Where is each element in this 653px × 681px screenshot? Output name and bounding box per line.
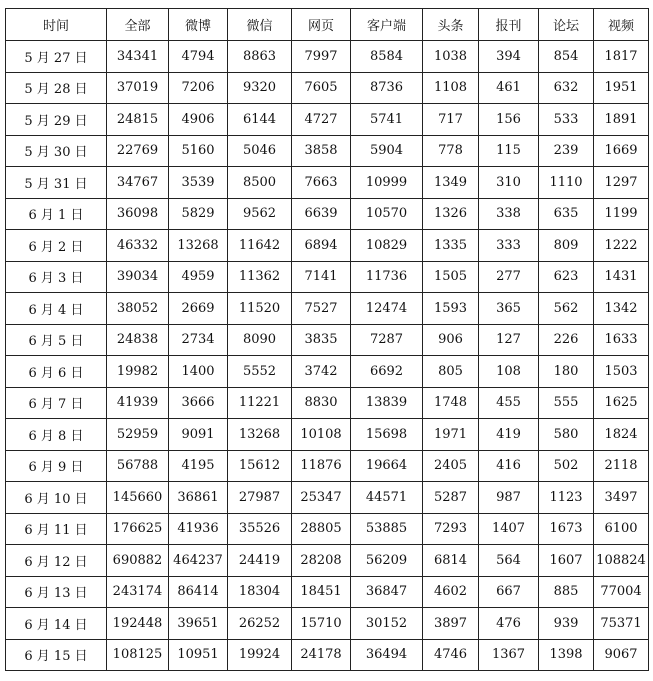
cell-date: 5 月 28 日 [6, 72, 107, 104]
cell-newspaper: 310 [479, 167, 539, 199]
cell-client: 56209 [351, 545, 423, 577]
cell-web: 24178 [292, 639, 351, 671]
cell-forum: 854 [539, 41, 594, 73]
cell-client: 5741 [351, 104, 423, 136]
cell-newspaper: 1407 [479, 513, 539, 545]
cell-newspaper: 987 [479, 482, 539, 514]
cell-wechat: 24419 [228, 545, 292, 577]
cell-newspaper: 365 [479, 293, 539, 325]
cell-toutiao: 1038 [423, 41, 479, 73]
cell-client: 7287 [351, 324, 423, 356]
cell-toutiao: 1108 [423, 72, 479, 104]
table-row [6, 545, 649, 577]
cell-newspaper: 564 [479, 545, 539, 577]
cell-client: 15698 [351, 419, 423, 451]
cell-all: 19982 [107, 356, 169, 388]
table-row [6, 608, 649, 640]
table-row [6, 135, 649, 167]
cell-all: 176625 [107, 513, 169, 545]
cell-newspaper: 419 [479, 419, 539, 451]
cell-wechat: 9320 [228, 72, 292, 104]
cell-toutiao: 906 [423, 324, 479, 356]
cell-weibo: 4794 [169, 41, 228, 73]
cell-weibo: 3539 [169, 167, 228, 199]
cell-all: 39034 [107, 261, 169, 293]
cell-all: 41939 [107, 387, 169, 419]
cell-web: 3742 [292, 356, 351, 388]
cell-video: 3497 [594, 482, 649, 514]
cell-toutiao: 1505 [423, 261, 479, 293]
cell-weibo: 3666 [169, 387, 228, 419]
cell-forum: 939 [539, 608, 594, 640]
cell-wechat: 8090 [228, 324, 292, 356]
cell-client: 19664 [351, 450, 423, 482]
cell-client: 36494 [351, 639, 423, 671]
cell-toutiao: 4602 [423, 576, 479, 608]
cell-web: 6894 [292, 230, 351, 262]
cell-web: 8830 [292, 387, 351, 419]
header-cell-wechat: 微信 [228, 9, 292, 41]
cell-wechat: 35526 [228, 513, 292, 545]
cell-date: 6 月 10 日 [6, 482, 107, 514]
cell-video: 1817 [594, 41, 649, 73]
cell-toutiao: 3897 [423, 608, 479, 640]
table-row [6, 198, 649, 230]
cell-forum: 1673 [539, 513, 594, 545]
cell-newspaper: 156 [479, 104, 539, 136]
cell-wechat: 11642 [228, 230, 292, 262]
cell-video: 1669 [594, 135, 649, 167]
cell-date: 6 月 13 日 [6, 576, 107, 608]
cell-forum: 635 [539, 198, 594, 230]
cell-web: 11876 [292, 450, 351, 482]
table-row [6, 356, 649, 388]
cell-all: 24815 [107, 104, 169, 136]
cell-wechat: 8863 [228, 41, 292, 73]
cell-toutiao: 1349 [423, 167, 479, 199]
cell-web: 3858 [292, 135, 351, 167]
cell-toutiao: 1326 [423, 198, 479, 230]
cell-all: 192448 [107, 608, 169, 640]
table-row [6, 387, 649, 419]
cell-newspaper: 333 [479, 230, 539, 262]
table-row [6, 230, 649, 262]
cell-all: 46332 [107, 230, 169, 262]
cell-toutiao: 4746 [423, 639, 479, 671]
cell-forum: 180 [539, 356, 594, 388]
cell-weibo: 464237 [169, 545, 228, 577]
cell-video: 6100 [594, 513, 649, 545]
table-row [6, 639, 649, 671]
header-cell-forum: 论坛 [539, 9, 594, 41]
cell-client: 10829 [351, 230, 423, 262]
cell-weibo: 4906 [169, 104, 228, 136]
cell-weibo: 13268 [169, 230, 228, 262]
cell-video: 1633 [594, 324, 649, 356]
table-row [6, 513, 649, 545]
cell-toutiao: 805 [423, 356, 479, 388]
cell-web: 6639 [292, 198, 351, 230]
table-row [6, 576, 649, 608]
cell-web: 7141 [292, 261, 351, 293]
cell-date: 6 月 14 日 [6, 608, 107, 640]
cell-client: 44571 [351, 482, 423, 514]
cell-newspaper: 115 [479, 135, 539, 167]
cell-wechat: 11221 [228, 387, 292, 419]
cell-date: 6 月 6 日 [6, 356, 107, 388]
cell-client: 8584 [351, 41, 423, 73]
cell-video: 77004 [594, 576, 649, 608]
cell-weibo: 2669 [169, 293, 228, 325]
cell-date: 6 月 11 日 [6, 513, 107, 545]
cell-toutiao: 717 [423, 104, 479, 136]
cell-date: 6 月 3 日 [6, 261, 107, 293]
cell-all: 34341 [107, 41, 169, 73]
cell-weibo: 36861 [169, 482, 228, 514]
cell-weibo: 4959 [169, 261, 228, 293]
cell-weibo: 86414 [169, 576, 228, 608]
cell-date: 5 月 31 日 [6, 167, 107, 199]
cell-toutiao: 1593 [423, 293, 479, 325]
cell-date: 5 月 30 日 [6, 135, 107, 167]
cell-wechat: 6144 [228, 104, 292, 136]
cell-video: 1199 [594, 198, 649, 230]
cell-wechat: 13268 [228, 419, 292, 451]
cell-wechat: 5552 [228, 356, 292, 388]
cell-weibo: 5160 [169, 135, 228, 167]
cell-video: 1891 [594, 104, 649, 136]
cell-web: 28805 [292, 513, 351, 545]
cell-newspaper: 416 [479, 450, 539, 482]
cell-all: 243174 [107, 576, 169, 608]
cell-all: 52959 [107, 419, 169, 451]
cell-wechat: 15612 [228, 450, 292, 482]
cell-weibo: 5829 [169, 198, 228, 230]
cell-weibo: 4195 [169, 450, 228, 482]
cell-weibo: 2734 [169, 324, 228, 356]
cell-video: 1431 [594, 261, 649, 293]
cell-toutiao: 2405 [423, 450, 479, 482]
cell-web: 3835 [292, 324, 351, 356]
cell-client: 8736 [351, 72, 423, 104]
table-row [6, 419, 649, 451]
cell-date: 6 月 4 日 [6, 293, 107, 325]
cell-wechat: 11362 [228, 261, 292, 293]
cell-all: 56788 [107, 450, 169, 482]
cell-date: 6 月 12 日 [6, 545, 107, 577]
cell-forum: 623 [539, 261, 594, 293]
cell-all: 34767 [107, 167, 169, 199]
header-cell-web: 网页 [292, 9, 351, 41]
cell-video: 2118 [594, 450, 649, 482]
cell-newspaper: 667 [479, 576, 539, 608]
cell-web: 7605 [292, 72, 351, 104]
cell-newspaper: 476 [479, 608, 539, 640]
cell-date: 5 月 29 日 [6, 104, 107, 136]
cell-all: 24838 [107, 324, 169, 356]
cell-wechat: 5046 [228, 135, 292, 167]
cell-video: 1951 [594, 72, 649, 104]
cell-web: 18451 [292, 576, 351, 608]
cell-video: 1824 [594, 419, 649, 451]
cell-newspaper: 1367 [479, 639, 539, 671]
cell-date: 6 月 2 日 [6, 230, 107, 262]
cell-web: 4727 [292, 104, 351, 136]
cell-wechat: 11520 [228, 293, 292, 325]
cell-web: 7663 [292, 167, 351, 199]
cell-video: 1503 [594, 356, 649, 388]
header-cell-time: 时间 [6, 9, 107, 41]
cell-forum: 562 [539, 293, 594, 325]
cell-wechat: 9562 [228, 198, 292, 230]
table-row [6, 261, 649, 293]
cell-client: 10570 [351, 198, 423, 230]
cell-web: 15710 [292, 608, 351, 640]
cell-forum: 885 [539, 576, 594, 608]
table-body [6, 41, 649, 671]
data-table [5, 8, 649, 671]
cell-newspaper: 455 [479, 387, 539, 419]
cell-all: 145660 [107, 482, 169, 514]
table-row [6, 104, 649, 136]
table-row [6, 450, 649, 482]
cell-forum: 239 [539, 135, 594, 167]
cell-forum: 1398 [539, 639, 594, 671]
cell-client: 30152 [351, 608, 423, 640]
cell-toutiao: 1971 [423, 419, 479, 451]
cell-all: 690882 [107, 545, 169, 577]
header-cell-all: 全部 [107, 9, 169, 41]
cell-forum: 632 [539, 72, 594, 104]
cell-forum: 533 [539, 104, 594, 136]
table-header-row [6, 9, 649, 41]
cell-web: 10108 [292, 419, 351, 451]
cell-weibo: 1400 [169, 356, 228, 388]
cell-client: 10999 [351, 167, 423, 199]
cell-newspaper: 461 [479, 72, 539, 104]
cell-video: 1342 [594, 293, 649, 325]
cell-all: 108125 [107, 639, 169, 671]
cell-forum: 809 [539, 230, 594, 262]
data-table-container [5, 8, 648, 671]
cell-client: 6692 [351, 356, 423, 388]
cell-toutiao: 1335 [423, 230, 479, 262]
cell-forum: 1123 [539, 482, 594, 514]
table-row [6, 41, 649, 73]
cell-date: 6 月 9 日 [6, 450, 107, 482]
cell-video: 75371 [594, 608, 649, 640]
cell-newspaper: 394 [479, 41, 539, 73]
cell-wechat: 27987 [228, 482, 292, 514]
cell-toutiao: 7293 [423, 513, 479, 545]
cell-newspaper: 127 [479, 324, 539, 356]
cell-forum: 1110 [539, 167, 594, 199]
cell-all: 36098 [107, 198, 169, 230]
cell-forum: 502 [539, 450, 594, 482]
cell-web: 28208 [292, 545, 351, 577]
cell-wechat: 18304 [228, 576, 292, 608]
cell-newspaper: 338 [479, 198, 539, 230]
header-cell-client: 客户端 [351, 9, 423, 41]
cell-all: 37019 [107, 72, 169, 104]
table-row [6, 482, 649, 514]
header-cell-newspaper: 报刊 [479, 9, 539, 41]
cell-weibo: 39651 [169, 608, 228, 640]
cell-forum: 226 [539, 324, 594, 356]
cell-date: 6 月 8 日 [6, 419, 107, 451]
cell-video: 1297 [594, 167, 649, 199]
cell-wechat: 19924 [228, 639, 292, 671]
cell-client: 53885 [351, 513, 423, 545]
cell-newspaper: 277 [479, 261, 539, 293]
cell-video: 108824 [594, 545, 649, 577]
header-cell-toutiao: 头条 [423, 9, 479, 41]
cell-client: 5904 [351, 135, 423, 167]
cell-toutiao: 1748 [423, 387, 479, 419]
cell-wechat: 8500 [228, 167, 292, 199]
cell-forum: 555 [539, 387, 594, 419]
cell-video: 1222 [594, 230, 649, 262]
cell-newspaper: 108 [479, 356, 539, 388]
cell-video: 9067 [594, 639, 649, 671]
cell-date: 6 月 5 日 [6, 324, 107, 356]
cell-forum: 1607 [539, 545, 594, 577]
cell-date: 6 月 15 日 [6, 639, 107, 671]
cell-web: 25347 [292, 482, 351, 514]
cell-date: 5 月 27 日 [6, 41, 107, 73]
cell-weibo: 9091 [169, 419, 228, 451]
table-row [6, 293, 649, 325]
cell-forum: 580 [539, 419, 594, 451]
cell-toutiao: 6814 [423, 545, 479, 577]
cell-weibo: 7206 [169, 72, 228, 104]
cell-web: 7527 [292, 293, 351, 325]
cell-all: 22769 [107, 135, 169, 167]
cell-all: 38052 [107, 293, 169, 325]
table-row [6, 72, 649, 104]
header-cell-weibo: 微博 [169, 9, 228, 41]
table-row [6, 324, 649, 356]
cell-client: 36847 [351, 576, 423, 608]
cell-client: 12474 [351, 293, 423, 325]
cell-toutiao: 778 [423, 135, 479, 167]
table-row [6, 167, 649, 199]
cell-wechat: 26252 [228, 608, 292, 640]
cell-date: 6 月 7 日 [6, 387, 107, 419]
cell-video: 1625 [594, 387, 649, 419]
cell-date: 6 月 1 日 [6, 198, 107, 230]
cell-toutiao: 5287 [423, 482, 479, 514]
cell-client: 11736 [351, 261, 423, 293]
cell-web: 7997 [292, 41, 351, 73]
cell-client: 13839 [351, 387, 423, 419]
cell-weibo: 10951 [169, 639, 228, 671]
header-cell-video: 视频 [594, 9, 649, 41]
cell-weibo: 41936 [169, 513, 228, 545]
